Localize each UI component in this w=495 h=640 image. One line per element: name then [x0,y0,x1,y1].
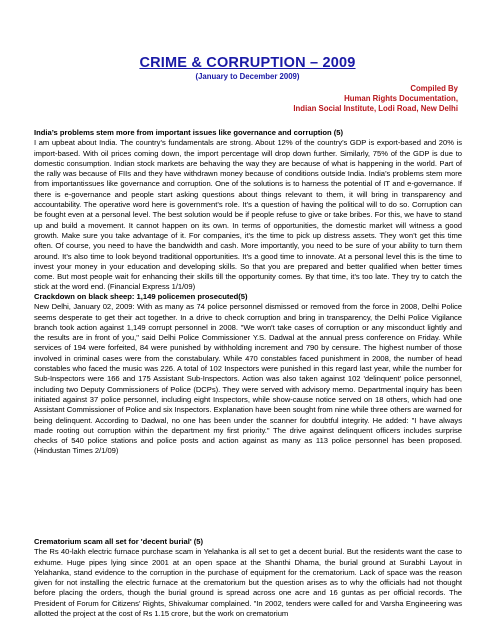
document-title: CRIME & CORRUPTION – 2009 [139,55,356,71]
article [34,292,462,457]
compiled-by-label: Compiled By [410,84,458,93]
article-heading: India’s problems stem more from important issues like governance and corruption (5) [34,128,344,137]
article-body: I am upbeat about India. The country’s fundamentals are strong. About 12% of the country’s GDP is export-based and 20% is import-based. With oil prices coming down, the import percentage will drop down further. Similarly, 75% of the GDP is due to domestic consumption. Indian stock markets are behaving the way they are because of what is happening in the world. Part of the rally was because of FIIs and they have withdrawn money because of conditions outside India. India’s problems stem more from importantissues like governance and corruption. One of the solutions is to harness the potential of IT and e-governance. If there is e-governance and people start asking questions about things relevant to them, it will bring in transparency and accountability. The operative word here is government’s role. It’s a question of having the political will to do so. Corruption can be fought even at a personal level. The best solution would be if people refuse to give or take bribes. For this, we have to stand up and build a movement. It cannot happen on its own. In terms of opportunities, the domestic market will witness a good growth. Make sure you take advantage of it. For companies, it’s the time to pick up distress assets. They won’t get this time often. Of course, you need to have the bandwidth and cash. More importantly, you need to be sure of your ability to turn them around. It’s also time to look beyond traditional opportunities. It’s a good time to innovate. At a personal level this is the time to invest your money in your education and developing skills. So that you are prepared and better qualified when better times come. But most people wait for enhancing their skills till the opportunity comes. By that time, it’s too late. They try to catch the stick at the word end. (Financial Express 1/1/09) [34,138,462,292]
compiled-by-address: Indian Social Institute, Lodi Road, New Delhi [293,104,458,114]
article-body: The Rs 40-lakh electric furnace purchase scam in Yelahanka is all set to get a decent burial. But the residents want the case to exhume. Huge pipes lying since 2001 at an open space at the Shanthi Dhama, the burial ground at Surabhi Layout in Yelahanka, stand evidence to the corruption in the purchase of equipment for the crematorium. Lack of space was the reason given for not installing the electric furnace at the crematorium but the question arises as to why the officials had not thought before placing the orders, though the burial ground is spread across one acre and 16 guntas as per official records. The President of Forum for Citizens’ Rights, Shivakumar complained. "In 2002, tenders were called for and Varsha Engineering was allotted the project at the cost of Rs 1.15 crore, but the work on crematorium [34,547,462,619]
document-subtitle: (January to December 2009) [195,72,300,81]
article [34,128,462,293]
article-body: New Delhi, January 02, 2009: With as many as 74 police personnel dismissed or removed from the force in 2008, Delhi Police seems desperate to get their act together. In a drive to check corruption and bring in transparency, the Delhi Police Vigilance branch took action against 1,149 corrupt personnel in 2008. "We won't take cases of corruption or any misconduct lightly and the results are in front of you," said Delhi Police Commissioner Y.S. Dadwal at the annual press conference on Friday. While services of 194 were forfeited, 84 were punished by withholding increment and 790 by censure. The highest number of those involved in criminal cases were from the constabulary. While 470 constables faced punishment in 2008, the number of head constables who faced the music was 226. A total of 102 Inspectors were punished in this regard last year, while the number for Sub-Inspectors were 166 and 175 Assistant Sub-Inspectors. Action was also taken against 102 'delinquent' police personnel, including two Deputy Commissioners of Police (DCPs). They were served with advisory memo. Departmental inquiry has been initiated against 37 police personnel, including eight Inspectors, while show-cause notice served on 18 others, which had one Assistant Commissioner of Police and six Inspectors. Explanation have been sought from nine while three others are warned for being delinquent. According to Dadwal, no one has been under the scanner for doubtful integrity. He added: "I have always made rooting out corruption within the department my first priority." The drive against delinquent officers includes surprise checks of 540 police stations and police posts and action against as many as 113 police personnel has been proposed.(Hindustan Times 2/1/09) [34,302,462,456]
article [34,537,462,619]
article-heading: Crackdown on black sheep: 1,149 policemen prosecuted(5) [34,292,248,301]
compiled-by-block [293,84,458,115]
compiled-by-org: Human Rights Documentation, [344,94,458,104]
article-heading: Crematorium scam all set for 'decent burial' (5) [34,537,204,546]
